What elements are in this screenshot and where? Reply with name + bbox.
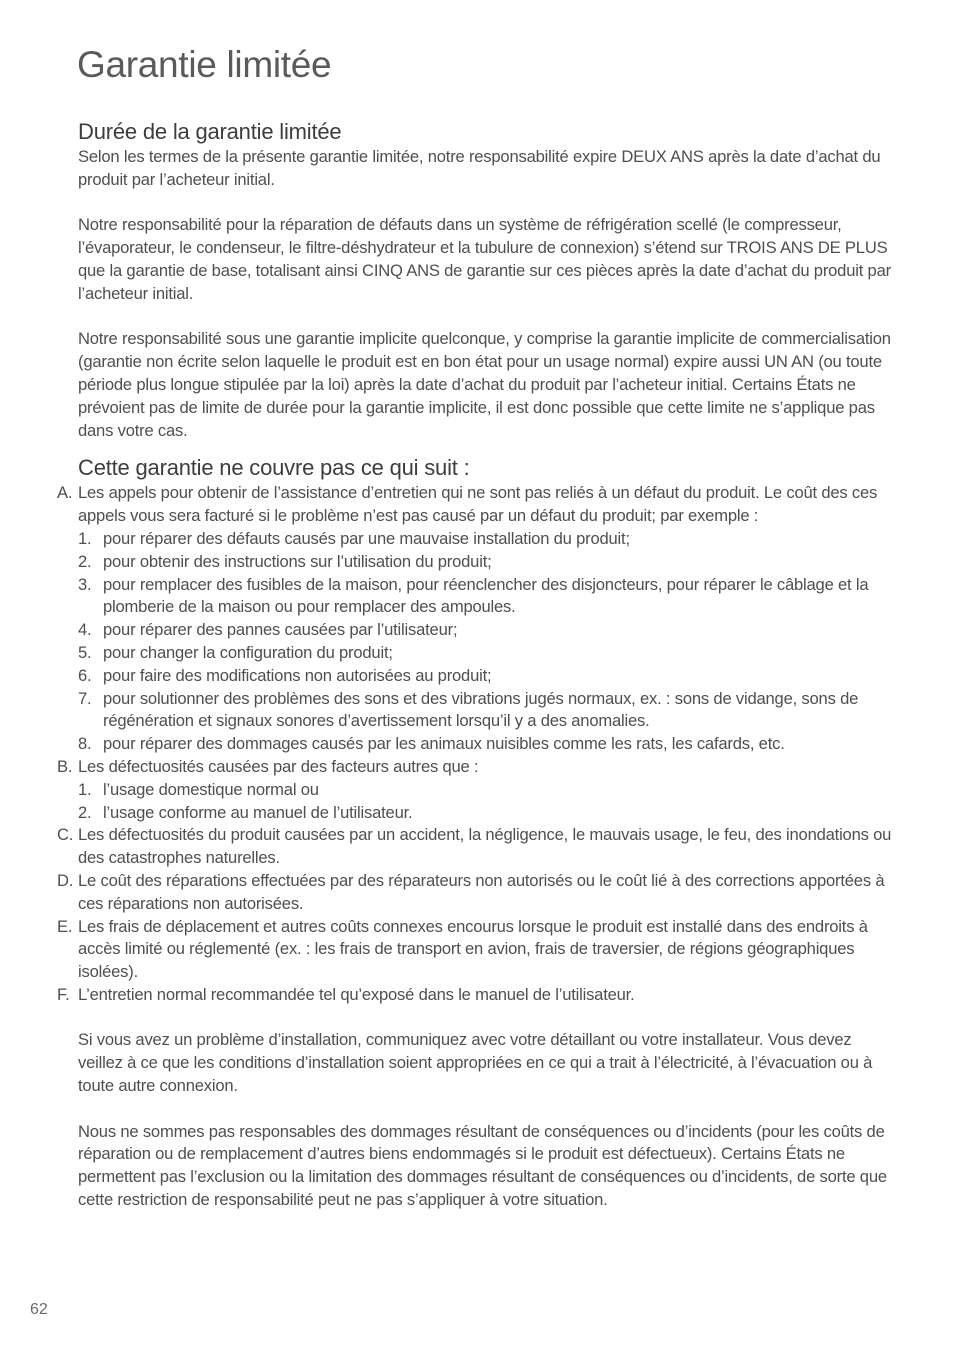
- sub-list-marker: 6.: [78, 665, 92, 685]
- list-item: [57, 916, 898, 984]
- sub-list-item: [78, 779, 898, 802]
- sub-list-item: [78, 528, 898, 551]
- sub-list-text: pour réparer des dommages causés par les animaux nuisibles comme les rats, les cafards, etc.: [103, 734, 785, 754]
- list-marker: C.: [57, 825, 74, 845]
- page-title: Garantie limitée: [77, 44, 332, 85]
- sub-list-item: [78, 642, 898, 665]
- list-item: [57, 824, 898, 870]
- paragraph: Notre responsabilité sous une garantie implicite quelconque, y comprise la garantie implicite de commercialisation (garantie non écrite selon laquelle le produit est en bon état pour un usage normal) expire aussi UN AN (ou toute période plus longue stipulée par la loi) après la date d’achat du produit par l’acheteur initial. Certains États ne prévoient pas de limite de durée pour la garantie implicite, il est donc possible que cette limite ne s’applique pas dans votre cas.: [78, 329, 891, 440]
- sub-list-text: pour obtenir des instructions sur l’utilisation du produit;: [103, 551, 492, 571]
- sub-list-text: pour réparer des défauts causés par une mauvaise installation du produit;: [103, 528, 630, 548]
- sub-list-item: [78, 551, 898, 574]
- list-marker: E.: [57, 916, 73, 936]
- list-marker: A.: [57, 483, 73, 503]
- paragraph: Selon les termes de la présente garantie limitée, notre responsabilité expire DEUX ANS après la date d’achat du produit par l’acheteur initial.: [78, 147, 881, 189]
- sub-list-marker: 2.: [78, 802, 92, 822]
- sub-list-item: [78, 733, 898, 756]
- section-exclusions: [57, 454, 898, 1212]
- sub-list-item: [78, 802, 898, 825]
- paragraph: Si vous avez un problème d’installation, communiquez avec votre détaillant ou votre installateur. Vous devez veillez à ce que les conditions d’installation soient appropriées en ce qui a trait à l’électricité, à l’évacuation ou à toute autre connexion.: [78, 1030, 873, 1096]
- list-marker: F.: [57, 984, 70, 1004]
- paragraph: Notre responsabilité pour la réparation de défauts dans un système de réfrigération scellé (le compresseur, l’évaporateur, le condenseur, le filtre-déshydrateur et la tubulure de connexion) s’étend sur TROIS ANS DE PLUS que la garantie de base, totalisant ainsi CINQ ANS de garantie sur ces pièces après la date d’achat du produit par l’acheteur initial.: [78, 215, 891, 303]
- sub-list-text: pour réparer des pannes causées par l’utilisateur;: [103, 620, 458, 640]
- list-item-text: Les frais de déplacement et autres coûts connexes encourus lorsque le produit est installé dans des endroits à accès limité ou réglementé (ex. : les frais de transport en avion, frais de traversier, de régions géographiques isolées).: [78, 916, 868, 982]
- sub-list: [78, 779, 898, 825]
- list-item-text: L’entretien normal recommandée tel qu’exposé dans le manuel de l’utilisateur.: [78, 984, 635, 1004]
- sub-list-marker: 2.: [78, 551, 92, 571]
- sub-list-item: [78, 688, 898, 734]
- sub-list-text: pour remplacer des fusibles de la maison, pour réenclencher des disjoncteurs, pour réparer le câblage et la plomberie de la maison ou pour remplacer des ampoules.: [103, 574, 869, 617]
- sub-list-item: [78, 574, 898, 620]
- list-item-text: Les défectuosités causées par des facteurs autres que :: [78, 756, 479, 776]
- list-item-text: Les défectuosités du produit causées par un accident, la négligence, le mauvais usage, le feu, des inondations ou des catastrophes naturelles.: [78, 825, 892, 868]
- section-heading-exclusions: Cette garantie ne couvre pas ce qui suit :: [78, 455, 470, 481]
- sub-list-marker: 1.: [78, 528, 92, 548]
- sub-list-text: pour faire des modifications non autorisées au produit;: [103, 665, 492, 685]
- sub-list-item: [78, 665, 898, 688]
- list-item: [57, 482, 898, 756]
- section-warranty-duration: [78, 118, 898, 442]
- list-marker: B.: [57, 756, 73, 776]
- section-heading-duration: Durée de la garantie limitée: [78, 119, 342, 144]
- list-item-text: Les appels pour obtenir de l’assistance d’entretien qui ne sont pas reliés à un défaut du produit. Le coût des ces appels vous sera facturé si le problème n’est pas causé par un défaut du produit; par exemple :: [78, 483, 878, 526]
- page-number: 62: [30, 1301, 48, 1318]
- sub-list-marker: 1.: [78, 779, 92, 799]
- sub-list-text: l’usage domestique normal ou: [103, 779, 319, 799]
- list-item: [57, 756, 898, 824]
- sub-list-marker: 5.: [78, 642, 92, 662]
- sub-list-marker: 3.: [78, 574, 92, 594]
- list-item: [57, 984, 898, 1007]
- list-item-text: Le coût des réparations effectuées par des réparateurs non autorisés ou le coût lié à des corrections apportées à ces réparations non autorisées.: [78, 870, 885, 913]
- paragraph: Nous ne sommes pas responsables des dommages résultant de conséquences ou d’incidents (pour les coûts de réparation ou de remplacement d’autres biens endommagés si le produit est défectueux). Certains États ne permettent pas l’exclusion ou la limitation des dommages résultant de conséquences ou d’incidents, de sorte que cette restriction de responsabilité peut ne pas s’appliquer à votre situation.: [78, 1121, 887, 1210]
- sub-list-marker: 7.: [78, 688, 92, 708]
- exclusion-list: [57, 482, 898, 1006]
- sub-list: [78, 528, 898, 756]
- list-item: [57, 870, 898, 916]
- sub-list-text: pour solutionner des problèmes des sons et des vibrations jugés normaux, ex. : sons de vidange, sons de régénération et signaux sonores d’avertissement lorsqu’il y a des anomalies.: [103, 688, 859, 731]
- sub-list-marker: 8.: [78, 734, 92, 754]
- document-body: [57, 118, 898, 1212]
- sub-list-marker: 4.: [78, 620, 92, 640]
- sub-list-text: pour changer la configuration du produit;: [103, 642, 393, 662]
- list-marker: D.: [57, 870, 74, 890]
- sub-list-item: [78, 619, 898, 642]
- sub-list-text: l’usage conforme au manuel de l’utilisateur.: [103, 802, 413, 822]
